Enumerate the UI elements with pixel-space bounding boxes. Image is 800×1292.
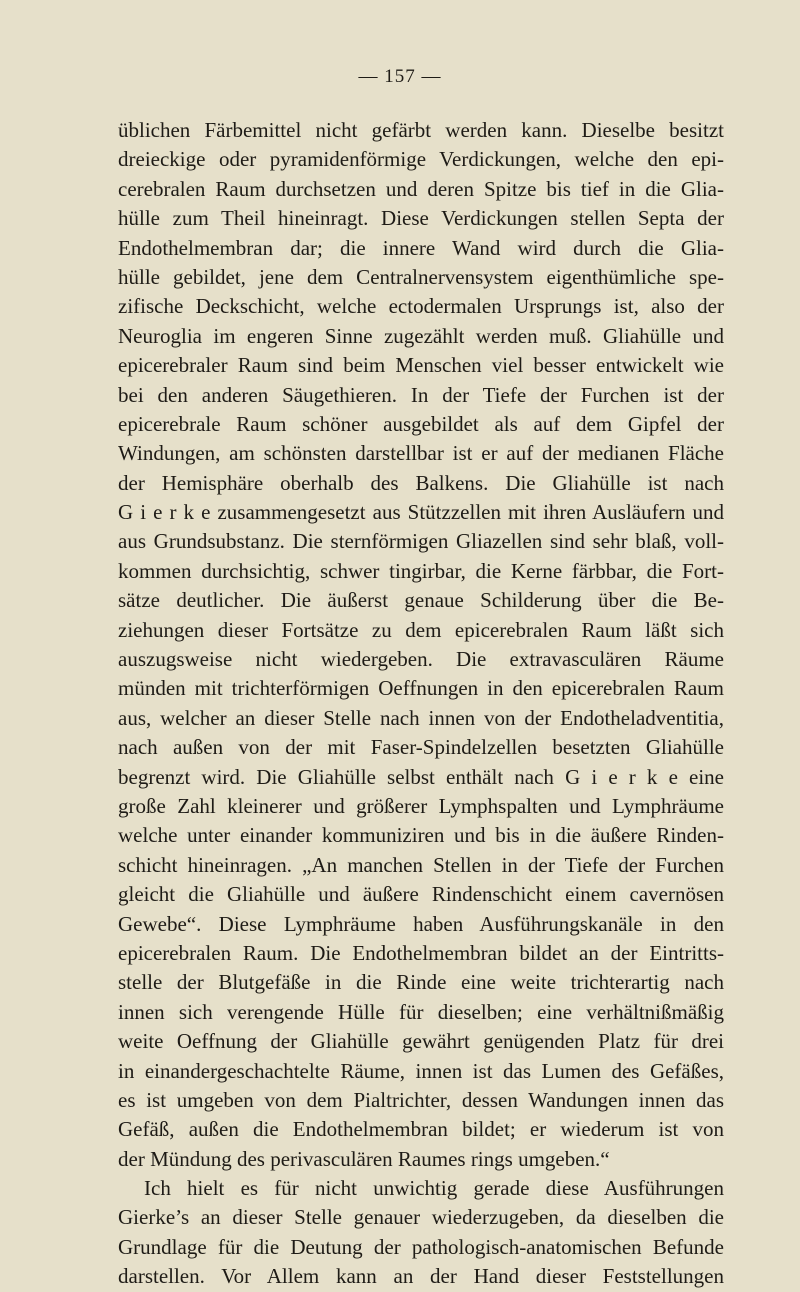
text-line: Endothelmembran dar; die innere Wand wird durch die Glia- bbox=[118, 235, 724, 260]
text-line: Ich hielt es für nicht unwichtig gerade diese Ausführungen bbox=[144, 1176, 724, 1201]
text-line: zifische Deckschicht, welche ectodermalen Ursprungs ist, also der bbox=[118, 294, 724, 319]
text-line: auszugsweise nicht wiedergeben. Die extravasculären Räume bbox=[118, 647, 724, 672]
text-line: nach außen von der mit Faser-Spindelzellen besetzten Gliahülle bbox=[118, 735, 724, 760]
text-line: epicerebrale Raum schöner ausgebildet als auf dem Gipfel der bbox=[118, 411, 724, 436]
text-line: epicerebraler Raum sind beim Menschen viel besser entwickelt wie bbox=[118, 353, 724, 378]
text-line: münden mit trichterförmigen Oeffnungen in den epicerebralen Raum bbox=[118, 676, 724, 701]
text-line: in einandergeschachtelte Räume, innen ist das Lumen des Gefäßes, bbox=[118, 1058, 724, 1083]
text-line: Grundlage für die Deutung der pathologisch-anatomischen Befunde bbox=[118, 1234, 724, 1259]
text-line: aus Grundsubstanz. Die sternförmigen Gliazellen sind sehr blaß, voll- bbox=[118, 529, 724, 554]
text-line: kommen durchsichtig, schwer tingirbar, die Kerne färbbar, die Fort- bbox=[118, 558, 724, 583]
text-line: innen sich verengende Hülle für dieselben; eine verhältnißmäßig bbox=[118, 999, 724, 1024]
text-line: Gewebe“. Diese Lymphräume haben Ausführungskanäle in den bbox=[118, 911, 724, 936]
text-line: Gierke’s an dieser Stelle genauer wiederzugeben, da dieselben die bbox=[118, 1205, 724, 1230]
text-line: darstellen. Vor Allem kann an der Hand dieser Feststellungen bbox=[118, 1264, 724, 1289]
text-line: dreieckige oder pyramidenförmige Verdickungen, welche den epi- bbox=[118, 147, 724, 172]
text-line: gleicht die Gliahülle und äußere Rindenschicht einem cavernösen bbox=[118, 882, 724, 907]
text-line: Neuroglia im engeren Sinne zugezählt werden muß. Gliahülle und bbox=[118, 323, 724, 348]
text-line: sätze deutlicher. Die äußerst genaue Schilderung über die Be- bbox=[118, 588, 724, 613]
text-line: schicht hineinragen. „An manchen Stellen in der Tiefe der Furchen bbox=[118, 852, 724, 877]
text-line: aus, welcher an dieser Stelle nach innen von der Endotheladventitia, bbox=[118, 705, 724, 730]
text-line: hülle gebildet, jene dem Centralnervensystem eigenthümliche spe- bbox=[118, 264, 724, 289]
text-line: hülle zum Theil hineinragt. Diese Verdickungen stellen Septa der bbox=[118, 206, 724, 231]
page-number: — 157 — bbox=[358, 66, 442, 87]
text-line: üblichen Färbemittel nicht gefärbt werden kann. Dieselbe besitzt bbox=[118, 118, 724, 142]
body-text bbox=[118, 116, 724, 1292]
text-line: es ist umgeben von dem Pialtrichter, dessen Wandungen innen das bbox=[118, 1087, 724, 1112]
text-line: Windungen, am schönsten darstellbar ist er auf der medianen Fläche bbox=[118, 441, 724, 466]
text-line: stelle der Blutgefäße in die Rinde eine weite trichterartig nach bbox=[118, 970, 724, 995]
text-line: begrenzt wird. Die Gliahülle selbst enthält nach G i e r k e eine bbox=[118, 764, 724, 789]
text-line: welche unter einander kommuniziren und bis in die äußere Rinden- bbox=[118, 823, 724, 848]
text-line: Gefäß, außen die Endothelmembran bildet; er wiederum ist von bbox=[118, 1117, 724, 1142]
text-line: ziehungen dieser Fortsätze zu dem epicerebralen Raum läßt sich bbox=[118, 617, 724, 642]
text-line: große Zahl kleinerer und größerer Lymphspalten und Lymphräume bbox=[118, 793, 724, 818]
text-line: der Mündung des perivasculären Raumes rings umgeben.“ bbox=[118, 1146, 610, 1171]
text-line: weite Oeffnung der Gliahülle gewährt genügenden Platz für drei bbox=[118, 1029, 724, 1054]
text-line: cerebralen Raum durchsetzen und deren Spitze bis tief in die Glia- bbox=[118, 176, 724, 201]
text-line: G i e r k e zusammengesetzt aus Stützzellen mit ihren Ausläufern und bbox=[118, 500, 724, 525]
text-line: bei den anderen Säugethieren. In der Tiefe der Furchen ist der bbox=[118, 382, 724, 407]
text-line: epicerebralen Raum. Die Endothelmembran bildet an der Eintritts- bbox=[118, 940, 724, 965]
text-line: der Hemisphäre oberhalb des Balkens. Die Gliahülle ist nach bbox=[118, 470, 724, 495]
